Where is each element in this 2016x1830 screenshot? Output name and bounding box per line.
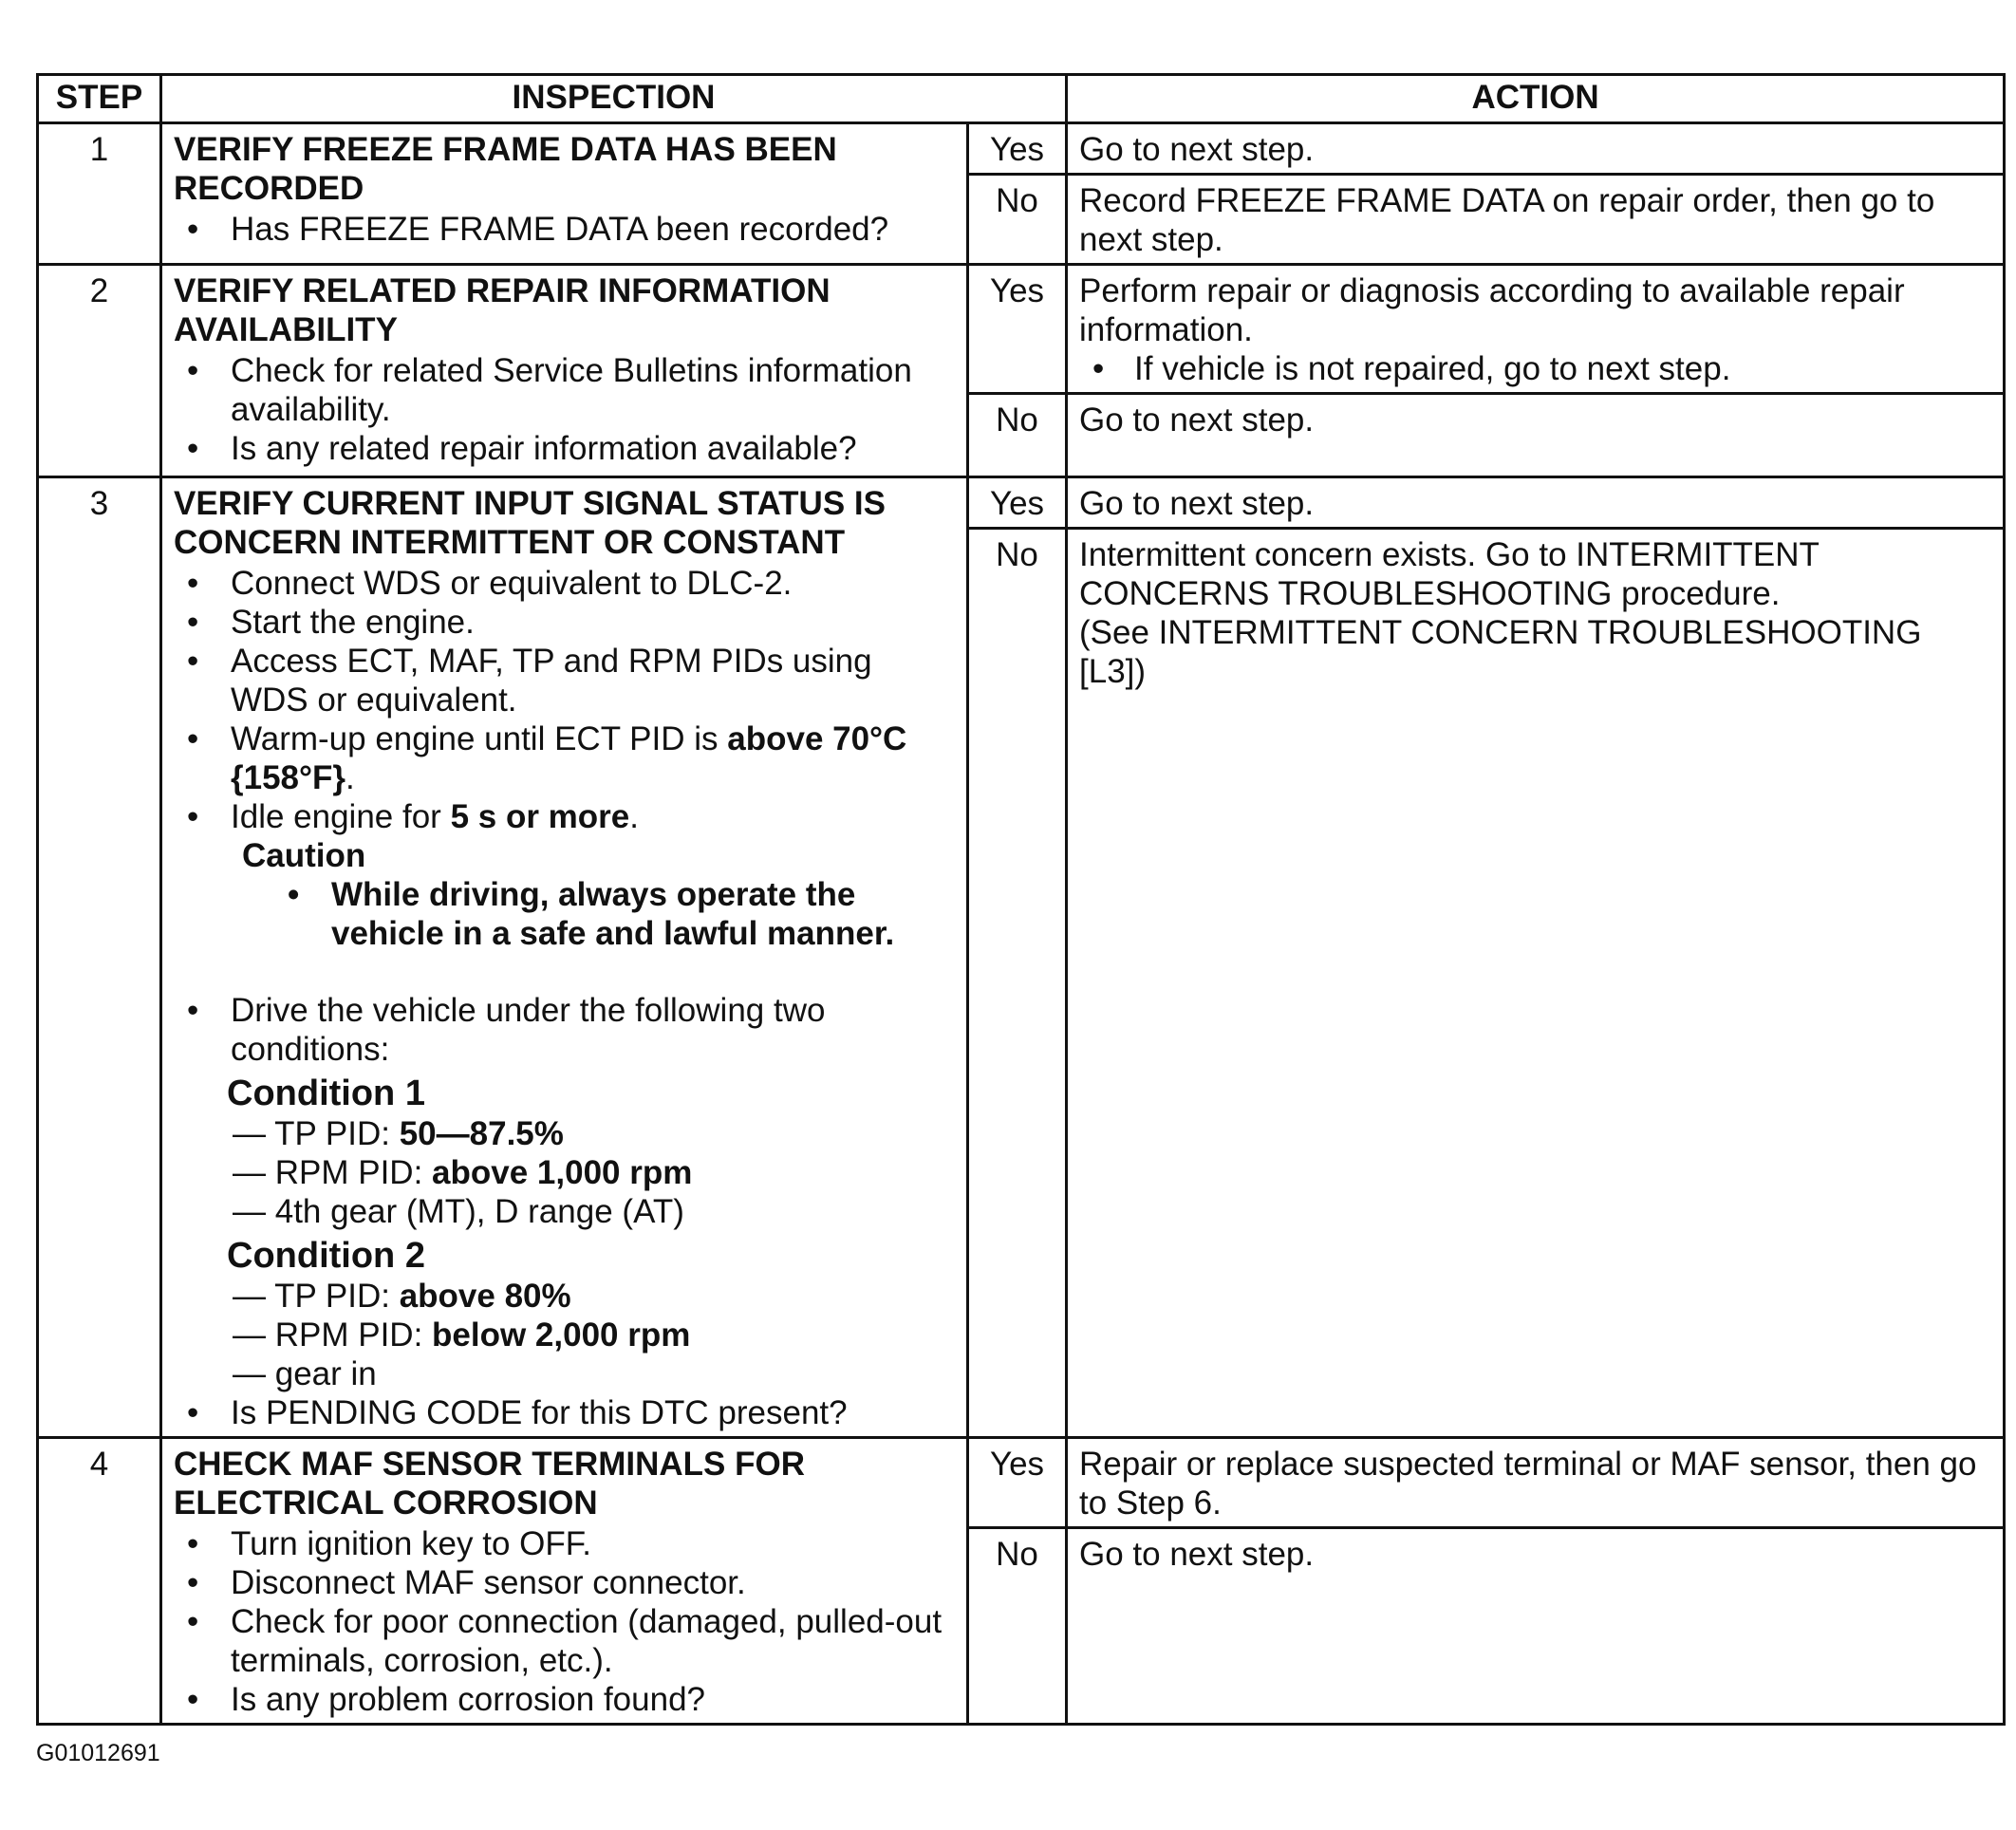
step-1-yes-row bbox=[38, 123, 2005, 175]
step-3-bullet-6: • Drive the vehicle under the following two conditions: bbox=[174, 991, 957, 1069]
step-1-inspection bbox=[161, 123, 968, 265]
step-2-no-label: No bbox=[968, 394, 1067, 477]
step-3-no-action: Intermittent concern exists. Go to INTERMITTENT CONCERNS TROUBLESHOOTING procedure. bbox=[1079, 536, 1820, 612]
condition-1-rpm bbox=[174, 1153, 957, 1192]
step-2-bullets bbox=[174, 351, 957, 468]
table-header-row bbox=[38, 75, 2005, 123]
step-3-bullet-2: • Start the engine. bbox=[174, 603, 957, 642]
condition-1-tp-value: 50—87.5% bbox=[399, 1115, 564, 1152]
condition-2-gear: — gear in bbox=[233, 1355, 377, 1392]
step-2-yes-label: Yes bbox=[968, 265, 1067, 394]
step-2-yes-action-bullet: • If vehicle is not repaired, go to next step. bbox=[1079, 349, 1993, 388]
inspection-column-header: INSPECTION bbox=[161, 75, 1067, 123]
condition-1-tp bbox=[174, 1114, 957, 1153]
step-3-yes-label: Yes bbox=[968, 477, 1067, 529]
step-3-bullet-7: • Is PENDING CODE for this DTC present? bbox=[174, 1393, 957, 1432]
step-3-yes-action: Go to next step. bbox=[1067, 477, 2005, 529]
step-2-title: VERIFY RELATED REPAIR INFORMATION AVAILABILITY bbox=[174, 272, 831, 348]
troubleshooting-table bbox=[36, 73, 2006, 1726]
step-4-bullets bbox=[174, 1524, 957, 1719]
step-1-yes-action: Go to next step. bbox=[1067, 123, 2005, 175]
step-4-title: CHECK MAF SENSOR TERMINALS FOR ELECTRICAL CORROSION bbox=[174, 1446, 805, 1522]
step-3-number: 3 bbox=[38, 477, 161, 1438]
step-2-bullet-1: • Check for related Service Bulletins information availability. bbox=[174, 351, 957, 429]
condition-1-rpm-label: — RPM PID: bbox=[233, 1154, 433, 1191]
step-3-no-label: No bbox=[968, 529, 1067, 1438]
step-1-title: VERIFY FREEZE FRAME DATA HAS BEEN RECORDED bbox=[174, 131, 837, 207]
step-4-number: 4 bbox=[38, 1438, 161, 1725]
step-4-bullet-2: • Disconnect MAF sensor connector. bbox=[174, 1563, 957, 1602]
step-3-bullet-4-temp: above 70°C {158°F} bbox=[231, 720, 907, 796]
figure-code: G01012691 bbox=[36, 1740, 160, 1766]
condition-2-rpm-label: — RPM PID: bbox=[233, 1316, 433, 1354]
condition-2-rpm-value: below 2,000 rpm bbox=[432, 1316, 691, 1354]
step-3-bullet-5-text: Idle engine for bbox=[231, 798, 451, 835]
condition-2-tp-value: above 80% bbox=[399, 1278, 571, 1315]
step-4-bullet-3: • Check for poor connection (damaged, pulled-out terminals, corrosion, etc.). bbox=[174, 1602, 957, 1680]
step-1-no-action: Record FREEZE FRAME DATA on repair order, then go to next step. bbox=[1067, 175, 2005, 265]
step-3-inspection bbox=[161, 477, 968, 1438]
condition-1-tp-label: — TP PID: bbox=[233, 1115, 400, 1152]
condition-2-tp-label: — TP PID: bbox=[233, 1278, 400, 1315]
step-3-no-action-cell bbox=[1067, 529, 2005, 1438]
step-1-number: 1 bbox=[38, 123, 161, 265]
step-3-bullet-5 bbox=[174, 797, 957, 836]
step-4-no-label: No bbox=[968, 1528, 1067, 1725]
step-1-yes-label: Yes bbox=[968, 123, 1067, 175]
condition-2-tp bbox=[174, 1277, 957, 1316]
condition-1-gear: — 4th gear (MT), D range (AT) bbox=[233, 1193, 684, 1230]
step-column-header: STEP bbox=[38, 75, 161, 123]
caution-text: • While driving, always operate the vehicle in a safe and lawful manner. bbox=[174, 875, 957, 953]
step-1-bullets bbox=[174, 210, 957, 249]
step-3-final-bullets bbox=[174, 1393, 957, 1432]
step-3-no-action-reference: (See INTERMITTENT CONCERN TROUBLESHOOTING [L3]) bbox=[1079, 614, 1922, 690]
step-3-bullet-5-duration: 5 s or more bbox=[450, 798, 630, 835]
condition-2-label: Condition 2 bbox=[227, 1236, 425, 1276]
step-3-bullet-4-end: . bbox=[345, 759, 355, 796]
step-2-yes-row bbox=[38, 265, 2005, 394]
caution-label: Caution bbox=[242, 837, 366, 874]
caution-list bbox=[174, 875, 957, 953]
step-4-inspection bbox=[161, 1438, 968, 1725]
action-column-header: ACTION bbox=[1067, 75, 2005, 123]
step-4-yes-label: Yes bbox=[968, 1438, 1067, 1528]
condition-2-rpm bbox=[174, 1316, 957, 1354]
step-1-no-label: No bbox=[968, 175, 1067, 265]
step-3-bullet-5-end: . bbox=[629, 798, 639, 835]
condition-1-rpm-value: above 1,000 rpm bbox=[432, 1154, 693, 1191]
step-4-no-action: Go to next step. bbox=[1067, 1528, 2005, 1725]
step-4-bullet-4: • Is any problem corrosion found? bbox=[174, 1680, 957, 1719]
step-2-yes-action: Perform repair or diagnosis according to available repair information. bbox=[1079, 272, 1905, 348]
step-2-bullet-2: • Is any related repair information available? bbox=[174, 429, 957, 468]
step-3-bullet-1: • Connect WDS or equivalent to DLC-2. bbox=[174, 564, 957, 603]
step-4-yes-row bbox=[38, 1438, 2005, 1528]
step-2-inspection bbox=[161, 265, 968, 477]
step-3-yes-row bbox=[38, 477, 2005, 529]
step-3-bullets bbox=[174, 564, 957, 836]
step-2-no-action: Go to next step. bbox=[1067, 394, 2005, 477]
step-3-title: VERIFY CURRENT INPUT SIGNAL STATUS IS CONCERN INTERMITTENT OR CONSTANT bbox=[174, 485, 886, 561]
step-3-bullet-4-text: Warm-up engine until ECT PID is bbox=[231, 720, 728, 757]
step-4-bullet-1: • Turn ignition key to OFF. bbox=[174, 1524, 957, 1563]
step-2-number: 2 bbox=[38, 265, 161, 477]
condition-1-label: Condition 1 bbox=[227, 1074, 425, 1113]
step-1-bullet-1: • Has FREEZE FRAME DATA been recorded? bbox=[174, 210, 957, 249]
step-2-yes-action-cell bbox=[1067, 265, 2005, 394]
step-3-bullet-3: • Access ECT, MAF, TP and RPM PIDs using WDS or equivalent. bbox=[174, 642, 957, 719]
step-3-bullet-4 bbox=[174, 719, 957, 797]
step-3-drive-bullets bbox=[174, 991, 957, 1069]
step-4-yes-action: Repair or replace suspected terminal or MAF sensor, then go to Step 6. bbox=[1067, 1438, 2005, 1528]
